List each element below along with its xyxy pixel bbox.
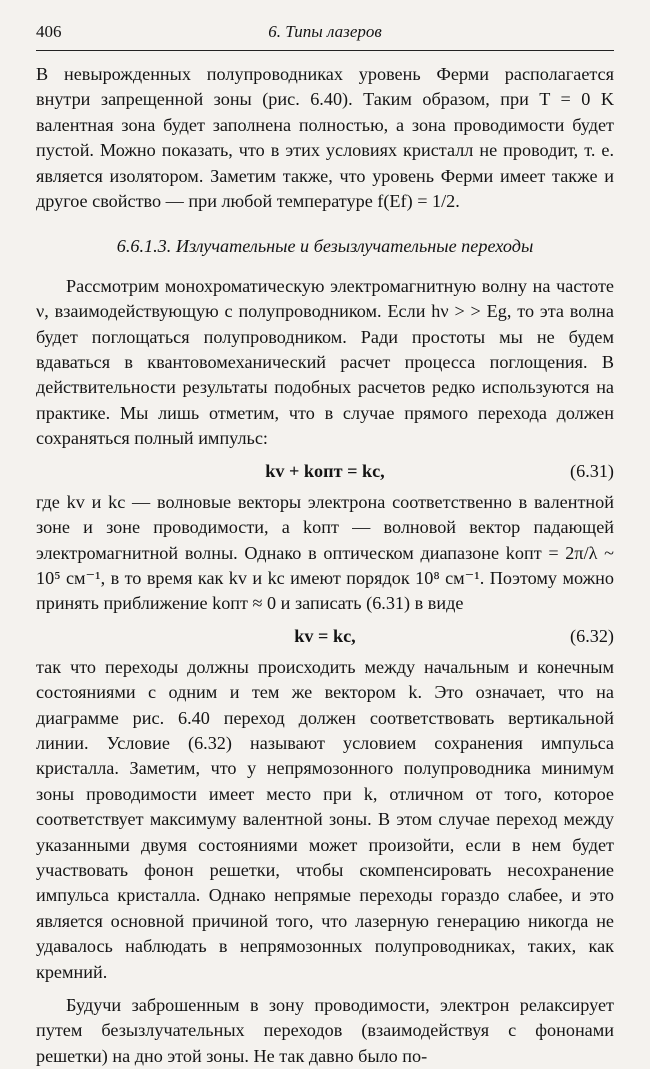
equation-formula: kv + kопт = kc, (265, 460, 385, 481)
running-title: 6. Типы лазеров (268, 22, 382, 41)
paragraph-absorption: Рассмотрим монохроматическую электромагнитную волну на частоте ν, взаимодействующую с полупроводником. Если hν > > Eg, то эта волна будет поглощаться полупроводником. Ради простоты мы не будем вдаваться в квантовомеханический расчет процесса поглощения. В действительности результаты подобных расчетов редко используются на практике. Мы лишь отметим, что в случае прямого перехода должен сохраняться полный импульс: (36, 275, 614, 449)
equation-6-32 (36, 621, 614, 651)
equation-6-31 (36, 456, 614, 486)
equation-formula: kv = kc, (294, 625, 356, 646)
section-heading: 6.6.1.3. Излучательные и безызлучательные переходы (116, 236, 534, 257)
page-header (36, 14, 614, 51)
equation-number: (6.31) (570, 460, 614, 481)
equation-number: (6.32) (570, 625, 614, 646)
page-body (36, 62, 614, 1069)
paragraph-momentum-conservation: так что переходы должны происходить между начальным и конечным состояниями с одним и тем же вектором k. Это означает, что на диаграмме рис. 6.40 переход должен соответствовать вертикальной линии. Условие (6.32) называют условием сохранения импульса кристалла. Заметим, что у непрямозонного полупроводника минимум зоны проводимости имеет место при k, отличном от того, которое соответствует максимуму валентной зоны. В этом случае переход между указанными двумя состояниями может произойти, если в нем будет участвовать фонон решетки, чтобы скомпенсировать несохранение импульса кристалла. Однако непрямые переходы гораздо слабее, и это является основной причиной того, что лазерную генерацию никогда не удавалось наблюдать в непрямозонных полупроводниках, таких, как кремний. (36, 656, 614, 982)
paragraph-fermi-level: В невырожденных полупроводниках уровень Ферми располагается внутри запрещенной зоны (рис. 6.40). Таким образом, при T = 0 K валентная зона будет заполнена полностью, а зона проводимости будет пустой. Можно показать, что в этих условиях кристалл не проводит, т. е. является изолятором. Заметим также, что уровень Ферми имеет также и другое свойство — при любой температуре f(Ef) = 1/2. (36, 64, 614, 212)
paragraph-wave-vectors: где kv и kc — волновые векторы электрона соответственно в валентной зоне и зоне проводимости, а kопт — волновой вектор падающей электромагнитной волны. Однако в оптическом диапазоне kопт = 2π/λ ~ 10⁵ см⁻¹, в то время как kv и kc имеют порядок 10⁸ см⁻¹. Поэтому можно принять приближение kопт ≈ 0 и записать (6.31) в виде (36, 491, 614, 614)
paragraph-relaxation: Будучи заброшенным в зону проводимости, электрон релаксирует путем безызлучательных переходов (взаимодействуя с фононами решетки) на дно этой зоны. Не так давно было по- (36, 995, 614, 1066)
page-number: 406 (36, 22, 62, 41)
